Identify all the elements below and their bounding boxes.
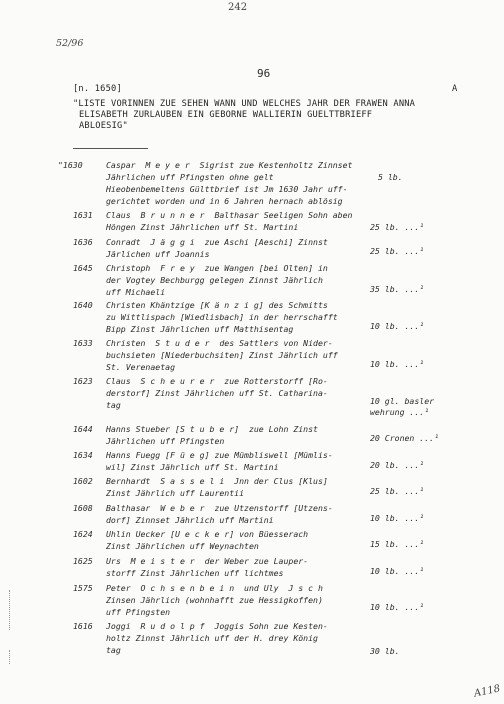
entry-text-line: Zinst Jährlich uff Laurentii — [106, 488, 245, 498]
entry-amount: 15 lb. ...¹ — [370, 539, 425, 549]
entry-text-line: Zinst Jährlichen uff Weynachten — [106, 541, 259, 551]
entry-amount: 25 lb. ...¹ — [370, 246, 425, 256]
entry-text-line: Uhlin Uecker [U e c k e r] von Büesserach — [106, 529, 309, 539]
entry-text-line: Christen S t u d e r des Sattlers von Nider- — [106, 338, 333, 348]
archive-number: 242 — [228, 2, 248, 13]
entry-amount: 20 Cronen ...¹ — [370, 433, 440, 443]
entry-text-line: wil] Zinst Jährlich uff St. Martini — [106, 462, 279, 472]
entry-text-line: Järlichen uff Joannis — [106, 249, 210, 259]
entry-text-line: St. Verenaetag — [106, 362, 176, 372]
entry-year: 1575 — [73, 583, 93, 593]
entry-year: 1634 — [73, 450, 93, 460]
entry-amount: 10 lb. ...¹ — [370, 602, 425, 612]
margin-mark — [9, 590, 12, 630]
entry-year: 1608 — [73, 503, 93, 513]
entry-text-line: buchsieten [Niederbuchsiten] Zinst Jährlich uff — [106, 350, 338, 360]
entry-amount: 5 lb. — [378, 172, 403, 182]
entry-amount: 10 lb. ...¹ — [370, 321, 425, 331]
entry-amount: 35 lb. ...¹ — [370, 284, 425, 294]
entry-text-line: Höngen Zinst Jährlichen uff St. Martini — [106, 222, 299, 232]
entry-text-line: Joggi R u d o l p f Joggis Sohn zue Kesten- — [106, 621, 328, 631]
entry-year: 1644 — [73, 424, 93, 434]
handwritten-signature: A118 — [473, 683, 502, 700]
reference-number: 52/96 — [56, 38, 84, 49]
entry-text-line: Christen Khäntzige [K ä n z i g] des Schmitts — [106, 300, 328, 310]
entry-text-line: Claus B r u n n e r Balthasar Seeligen Sohn aben — [106, 210, 353, 220]
entry-amount: 10 lb. ...¹ — [370, 359, 425, 369]
title-rule — [73, 148, 148, 149]
title-line: ELISABETH ZURLAUBEN EIN GEBORNE WALLIERIN GUELTTBRIEFF — [79, 110, 373, 120]
entry-amount: 30 lb. — [370, 646, 400, 656]
document-number: [n. 1650] — [73, 84, 122, 94]
entry-year: 1640 — [73, 300, 93, 310]
entry-amount: wehrung ...¹ — [370, 407, 430, 417]
entry-year: 1645 — [73, 263, 93, 273]
entry-year: 1623 — [73, 376, 93, 386]
entry-year: 1624 — [73, 529, 93, 539]
entry-year: 1636 — [73, 237, 93, 247]
entry-text-line: Bipp Zinst Jährlichen uff Matthisentag — [106, 324, 294, 334]
page-number: 96 — [257, 67, 271, 80]
entry-text-line: Hieobenbemeltens Gülttbrief ist Jm 1630 Jahr uff- — [106, 184, 348, 194]
margin-mark — [9, 650, 12, 664]
entry-text-line: Urs M e i s t e r der Weber zue Lauper- — [106, 556, 309, 566]
entry-text-line: derstorf] Zinst Jährlichen uff St. Catharina- — [106, 388, 328, 398]
entry-text-line: Christoph F r e y zue Wangen [bei Olten] in — [106, 263, 328, 273]
entry-year: 1631 — [73, 210, 93, 220]
entry-text-line: Bernhardt S a s s e l i Jnn der Clus [Klus] — [106, 476, 328, 486]
entry-text-line: Peter O c h s e n b e i n und Uly J s c h — [106, 583, 323, 593]
entry-text-line: tag — [106, 400, 121, 410]
entry-text-line: Conradt J ä g g i zue Aschi [Aeschi] Zinnst — [106, 237, 328, 247]
title-line: ABLOESIG" — [79, 121, 128, 131]
entry-text-line: Jährlichen uff Pfingsten ohne gelt — [106, 172, 274, 182]
entry-text-line: storff Zinst Jährlichen uff lichtmes — [106, 568, 284, 578]
entry-amount: 10 gl. basler — [370, 396, 435, 406]
entry-text-line: Hanns Fuegg [F ü e g] zue Mümbliswell [Mümlis- — [106, 450, 333, 460]
entry-year: 1633 — [73, 338, 93, 348]
entry-text-line: Balthasar W e b e r zue Utzenstorff [Utzens- — [106, 503, 333, 513]
entry-amount: 25 lb. ...¹ — [370, 222, 425, 232]
entry-text-line: zu Wittlispach [Wiedlisbach] in der herrschafft — [106, 312, 338, 322]
entry-text-line: uff Pfingsten — [106, 607, 171, 617]
document-letter: A — [452, 84, 458, 94]
entry-text-line: Claus S c h e u r e r zue Rotterstorff [Ro- — [106, 376, 328, 386]
entry-amount: 20 lb. ...¹ — [370, 460, 425, 470]
entry-text-line: holtz Zinnst Jährlich uff der H. drey König — [106, 633, 318, 643]
entry-text-line: uff Michaeli — [106, 287, 166, 297]
entry-amount: 10 lb. ...¹ — [370, 566, 425, 576]
entry-text-line: Jährlichen uff Pfingsten — [106, 436, 225, 446]
title-line: "LISTE VORINNEN ZUE SEHEN WANN UND WELCHES JAHR DER FRAWEN ANNA — [73, 99, 416, 109]
entry-year: "1630 — [58, 160, 83, 170]
entry-year: 1616 — [73, 621, 93, 631]
entry-amount: 10 lb. ...¹ — [370, 513, 425, 523]
entry-year: 1625 — [73, 556, 93, 566]
entry-text-line: dorf] Zinnset Jährlich uff Martini — [106, 515, 274, 525]
entry-year: 1602 — [73, 476, 93, 486]
entry-text-line: Zinsen Jährlich (wohnhafft zue Hessigkoffen) — [106, 595, 323, 605]
entry-text-line: tag — [106, 645, 121, 655]
entry-amount: 25 lb. ...¹ — [370, 486, 425, 496]
entry-text-line: gerichtet worden und in 6 Jahren hernach ablösig — [106, 196, 343, 206]
entry-text-line: Hanns Stueber [S t u b e r] zue Lohn Zinst — [106, 424, 318, 434]
entry-text-line: Caspar M e y e r Sigrist zue Kestenholtz Zinnset — [106, 160, 353, 170]
entry-text-line: der Vogtey Bechburgg gelegen Zinnst Jährlich — [106, 275, 323, 285]
